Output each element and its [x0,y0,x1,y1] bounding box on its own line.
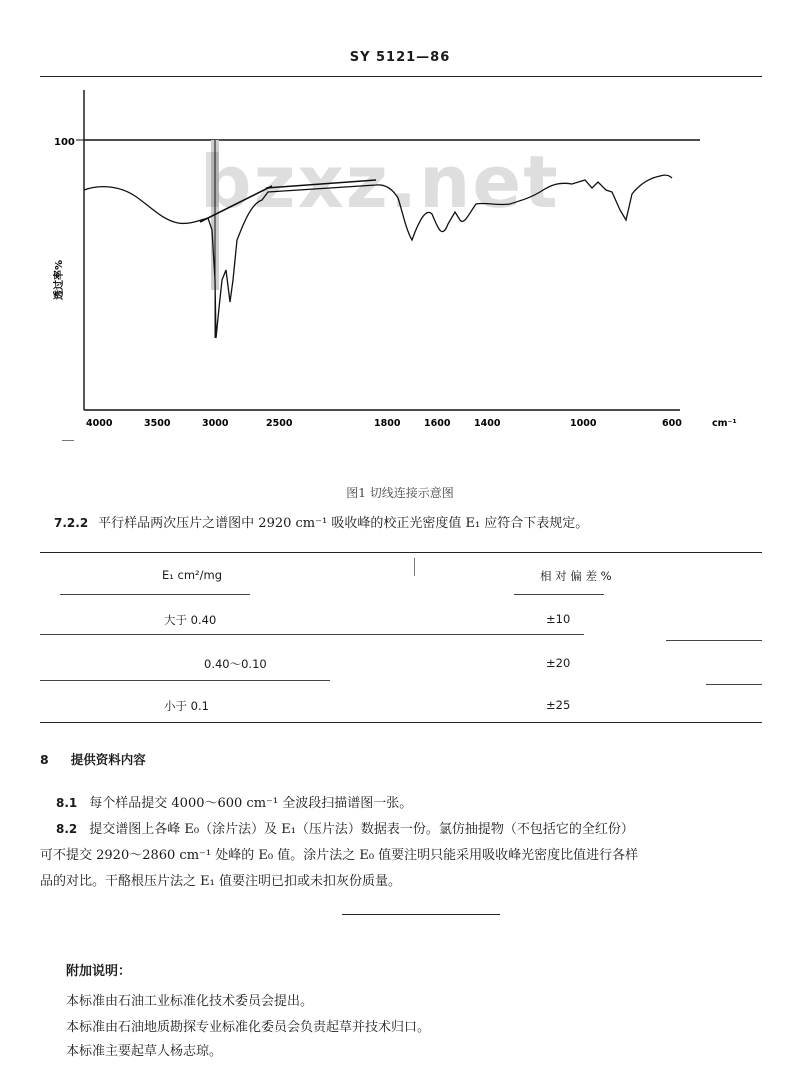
clause-8-2 [40,816,760,895]
appendix-title: 附加说明： [66,964,132,979]
x-tick-1800: 1800 [374,418,401,429]
x-tick-1000: 1000 [570,418,597,429]
section-title: 提供资料内容 [70,752,146,767]
clause-line: 提交谱图上各峰 E₀（涂片法）及 E₁（压片法）数据表一份。氯仿抽提物（不包括它的全红份） [89,822,634,837]
section-8-heading [40,750,168,768]
document-code: SY 5121—86 [349,50,451,65]
figure-caption: 图1 切线连接示意图 [346,486,454,500]
header-underline-left [60,594,250,595]
table-row-rule [40,680,330,681]
ir-spectrum-figure [40,80,740,440]
clause-7-2-2 [54,512,588,531]
clause-line: 品的对比。干酪根压片法之 E₁ 值要注明已扣或未扣灰份质量。 [40,874,401,889]
table-header-deviation: 相 对 偏 差 % [540,569,612,583]
header-rule [40,76,762,77]
appendix-line: 本标准主要起草人杨志琼。 [66,1044,223,1059]
table-row-rule-right [706,684,762,685]
table-col-divider [414,558,415,576]
clause-number: 7.2.2 [54,516,89,530]
end-rule [342,914,500,915]
table-row-deviation: ±10 [546,612,571,626]
clause-text: 每个样品提交 4000～600 cm⁻¹ 全波段扫描谱图一张。 [89,796,413,811]
x-tick-3000: 3000 [202,418,229,429]
clause-number: 8.1 [56,796,78,810]
table-row-rule [40,634,584,635]
y-tick-100: 100 [54,137,75,148]
table-top-rule [40,552,762,553]
clause-number: 8.2 [56,822,78,836]
table-row-range: 小于 0.1 [164,699,209,713]
x-tick-1600: 1600 [424,418,451,429]
x-tick-2500: 2500 [266,418,293,429]
x-tick-4000: 4000 [86,418,113,429]
x-tick-3500: 3500 [144,418,171,429]
watermark: bzxz.net [200,140,560,224]
table-header-e1: E₁ cm²/mg [162,568,223,582]
table-row-deviation: ±25 [546,698,571,712]
x-tick-1400: 1400 [474,418,501,429]
x-tick-600: 600 [662,418,682,429]
y-axis-label: 透过率% [54,259,65,301]
clause-text: 平行样品两次压片之谱图中 2920 cm⁻¹ 吸收峰的校正光密度值 E₁ 应符合下表规定。 [98,516,589,531]
appendix-line: 本标准由石油工业标准化技术委员会提出。 [66,994,314,1009]
clause-line: 可不提交 2920～2860 cm⁻¹ 处峰的 E₀ 值。涂片法之 E₀ 值要注明只能采用吸收峰光密度比值进行各样 [40,848,639,863]
table-row-range: 大于 0.40 [164,613,217,627]
table-row-deviation: ±20 [546,656,571,670]
x-axis-unit: cm⁻¹ [712,418,737,429]
table-row-range: 0.40～0.10 [204,657,267,671]
clause-8-1 [56,790,776,817]
section-number: 8 [40,752,49,767]
table-row-rule-right [666,640,762,641]
appendix-line: 本标准由石油地质勘探专业标准化委员会负责起草并技术归口。 [66,1020,431,1035]
header-underline-right [514,594,604,595]
table-bottom-rule [40,722,762,723]
scan-mark [62,440,74,441]
